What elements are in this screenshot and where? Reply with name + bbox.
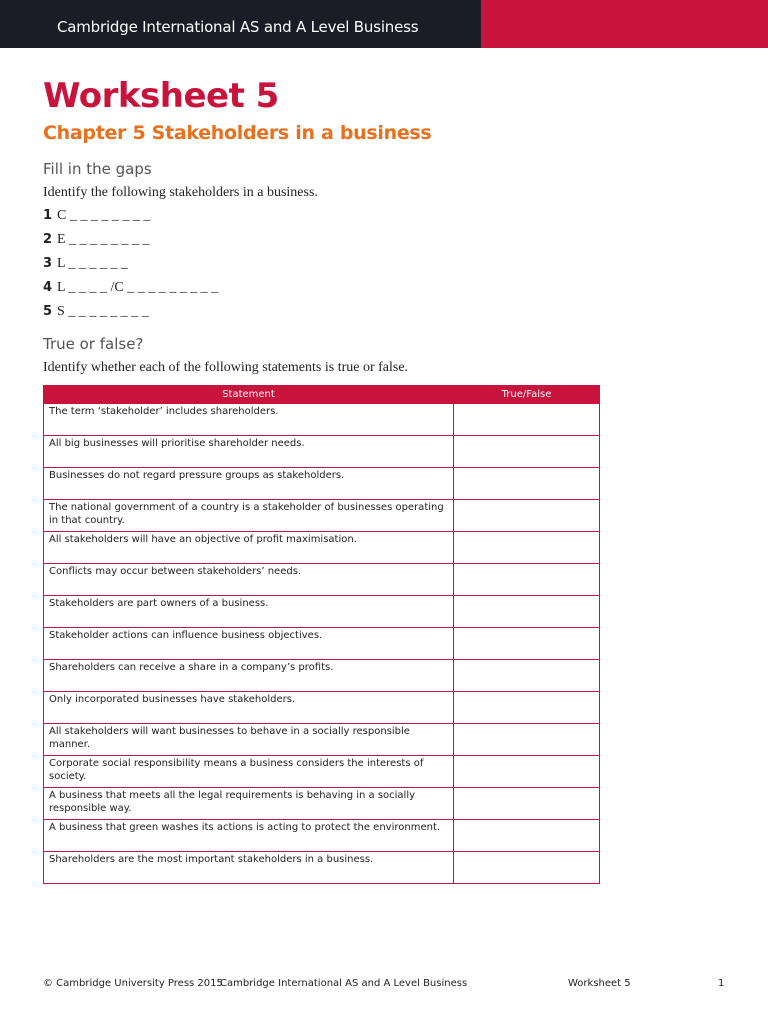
statement-cell: Stakeholder actions can influence business objectives.: [44, 628, 454, 660]
answer-cell[interactable]: [454, 788, 600, 820]
statement-cell: Shareholders are the most important stakeholders in a business.: [44, 852, 454, 884]
statement-cell: Only incorporated businesses have stakeholders.: [44, 692, 454, 724]
header-title: Cambridge International AS and A Level Business: [57, 18, 419, 36]
answer-cell[interactable]: [454, 404, 600, 436]
answer-cell[interactable]: [454, 628, 600, 660]
table-row: [44, 532, 600, 564]
table-row: [44, 660, 600, 692]
gap-text: L _ _ _ _ /C _ _ _ _ _ _ _ _ _: [57, 280, 219, 295]
table-row: [44, 628, 600, 660]
table-row: [44, 788, 600, 820]
gap-item: [43, 232, 218, 256]
statement-cell: Businesses do not regard pressure groups as stakeholders.: [44, 468, 454, 500]
table-row: [44, 692, 600, 724]
table-row: [44, 820, 600, 852]
gap-item: [43, 256, 218, 280]
table-row: [44, 468, 600, 500]
statement-cell: Shareholders can receive a share in a company’s profits.: [44, 660, 454, 692]
table-row: [44, 724, 600, 756]
answer-cell[interactable]: [454, 820, 600, 852]
statement-cell: The national government of a country is a stakeholder of businesses operating in that country.: [44, 500, 454, 532]
statement-cell: Corporate social responsibility means a business considers the interests of society.: [44, 756, 454, 788]
gap-item: [43, 304, 218, 328]
gap-list: [43, 208, 218, 328]
table-row: [44, 436, 600, 468]
gap-item: [43, 280, 218, 304]
chapter-title: Chapter 5 Stakeholders in a business: [43, 122, 432, 144]
footer-page-number: 1: [718, 978, 725, 989]
gap-item: [43, 208, 218, 232]
statement-column-header: Statement: [44, 386, 454, 404]
statement-cell: All stakeholders will have an objective of profit maximisation.: [44, 532, 454, 564]
answer-cell[interactable]: [454, 692, 600, 724]
gap-number: 4: [43, 280, 53, 295]
table-row: [44, 404, 600, 436]
statement-cell: Stakeholders are part owners of a business.: [44, 596, 454, 628]
table-row: [44, 756, 600, 788]
answer-cell[interactable]: [454, 724, 600, 756]
true-false-table: [43, 385, 600, 884]
header-bar: [0, 0, 768, 48]
worksheet-title: Worksheet 5: [43, 76, 279, 116]
statement-cell: A business that green washes its actions is acting to protect the environment.: [44, 820, 454, 852]
answer-cell[interactable]: [454, 660, 600, 692]
answer-cell[interactable]: [454, 852, 600, 884]
table-row: [44, 852, 600, 884]
header-accent-panel: [481, 0, 768, 48]
footer-worksheet: Worksheet 5: [568, 978, 631, 989]
statement-cell: The term ‘stakeholder’ includes shareholders.: [44, 404, 454, 436]
answer-cell[interactable]: [454, 468, 600, 500]
table-row: [44, 564, 600, 596]
header-dark-panel: [0, 0, 481, 48]
statement-cell: A business that meets all the legal requirements is behaving in a socially responsible way.: [44, 788, 454, 820]
answer-cell[interactable]: [454, 532, 600, 564]
answer-cell[interactable]: [454, 596, 600, 628]
fill-gaps-heading: Fill in the gaps: [43, 160, 152, 178]
table-row: [44, 596, 600, 628]
answer-cell[interactable]: [454, 756, 600, 788]
statement-cell: All big businesses will prioritise shareholder needs.: [44, 436, 454, 468]
footer-course: Cambridge International AS and A Level Business: [220, 978, 468, 989]
true-false-heading: True or false?: [43, 335, 144, 353]
gap-text: E _ _ _ _ _ _ _ _: [57, 232, 150, 247]
statement-cell: Conflicts may occur between stakeholders’ needs.: [44, 564, 454, 596]
gap-text: L _ _ _ _ _ _: [57, 256, 129, 271]
answer-cell[interactable]: [454, 436, 600, 468]
gap-number: 1: [43, 208, 53, 223]
table-header-row: [44, 386, 600, 404]
gap-number: 3: [43, 256, 53, 271]
true-false-instruction: Identify whether each of the following statements is true or false.: [43, 360, 409, 375]
gap-number: 2: [43, 232, 53, 247]
answer-cell[interactable]: [454, 500, 600, 532]
gap-text: C _ _ _ _ _ _ _ _: [57, 208, 151, 223]
true-false-column-header: True/False: [454, 386, 600, 404]
table-row: [44, 500, 600, 532]
answer-cell[interactable]: [454, 564, 600, 596]
statement-cell: All stakeholders will want businesses to behave in a socially responsible manner.: [44, 724, 454, 756]
footer-copyright: © Cambridge University Press 2015: [43, 978, 223, 989]
fill-gaps-instruction: Identify the following stakeholders in a business.: [43, 185, 318, 200]
gap-number: 5: [43, 304, 53, 319]
gap-text: S _ _ _ _ _ _ _ _: [57, 304, 149, 319]
